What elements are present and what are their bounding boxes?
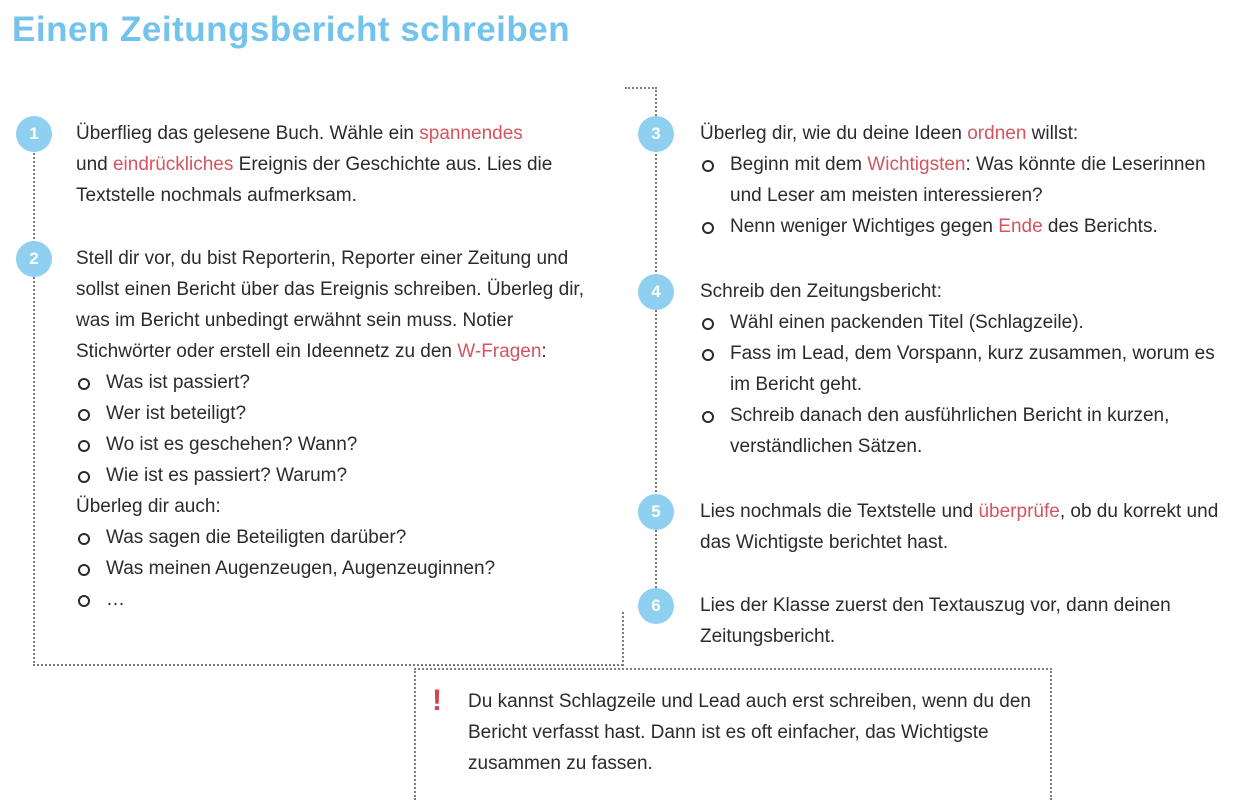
step-1-text-c: Ereignis der Geschichte aus. Lies die Textstelle nochmals aufmerksam. (76, 154, 553, 206)
page-title: Einen Zeitungsbericht schreiben (12, 10, 571, 49)
step-3-bullet-2-a: Nenn weniger Wichtiges gegen (730, 216, 999, 237)
step-5-text-a: Lies nochmals die Textstelle und (700, 501, 979, 522)
step-3-text-a: Überleg dir, wie du deine Ideen (700, 123, 968, 144)
step-1-paragraph (76, 118, 611, 211)
step-2-text-a: Stell dir vor, du bist Reporterin, Reporter einer Zeitung und sollst einen Bericht über das Ereignis schreiben. Überleg dir, was im Bericht unbedingt erwähnt sein muss. Notier Stichwörter oder erstell ein Ideennetz zu den (76, 248, 584, 362)
step-5-text (700, 496, 1240, 558)
step-3-text-b: willst: (1026, 123, 1079, 144)
left-bottom-dotted-line (33, 664, 623, 666)
list-item: Was ist passiert? (76, 367, 611, 398)
step-5-paragraph (700, 496, 1240, 558)
step-number-4: 4 (638, 274, 674, 310)
step-4-intro: Schreib den Zeitungsbericht: (700, 281, 942, 302)
step-2-text (76, 243, 611, 615)
step-3-bullet-1-b: : Was könnte die Leserinnen und Leser am meisten interessieren? (730, 154, 1206, 206)
list-item: Was meinen Augenzeugen, Augenzeuginnen? (76, 553, 611, 584)
list-item (700, 211, 1240, 242)
left-dotted-line (33, 146, 35, 666)
highlight-spannendes: spannendes (419, 123, 523, 144)
step-3-text (700, 118, 1240, 242)
highlight-ende: Ende (998, 216, 1043, 237)
step-number-3: 3 (638, 116, 674, 152)
list-item (700, 149, 1240, 211)
step-2-text-b: : (541, 341, 547, 362)
step-2-paragraph (76, 243, 611, 367)
step-3-bullet-2-b: des Berichts. (1042, 216, 1158, 237)
center-dotted-line-lower (622, 612, 624, 666)
step-5-text-b: , ob du korrekt und das Wichtigste berichtet hast. (700, 501, 1219, 553)
step-1-text (76, 118, 611, 211)
step-3-paragraph (700, 118, 1240, 149)
list-item: Schreib danach den ausführlichen Bericht in kurzen, verständlichen Sätzen. (700, 400, 1240, 462)
step-number-5: 5 (638, 494, 674, 530)
highlight-wichtigsten: Wichtigsten (867, 154, 966, 175)
step-1-text-a: Überflieg das gelesene Buch. Wähle ein (76, 123, 420, 144)
step-number-6: 6 (638, 588, 674, 624)
highlight-ueberpruefe: überprüfe (978, 501, 1060, 522)
list-item: Wo ist es geschehen? Wann? (76, 429, 611, 460)
step-number-1: 1 (16, 116, 52, 152)
step-2-also: Überleg dir auch: (76, 496, 221, 517)
list-item: Was sagen die Beteiligten darüber? (76, 522, 611, 553)
list-item: … (76, 584, 611, 615)
list-item: Wer ist beteiligt? (76, 398, 611, 429)
step-number-2: 2 (16, 241, 52, 277)
highlight-ordnen: ordnen (967, 123, 1027, 144)
highlight-eindruecklich: eindrückliches (112, 154, 234, 175)
list-item: Wie ist es passiert? Warum? (76, 460, 611, 491)
step-6-text (700, 590, 1240, 652)
step-1-text-b: und (76, 154, 113, 175)
step-3-bullet-1-a: Beginn mit dem (730, 154, 868, 175)
right-top-dotted-line (625, 87, 657, 89)
list-item: Fass im Lead, dem Vorspann, kurz zusammen, worum es im Bericht geht. (700, 338, 1240, 400)
step-6-paragraph: Lies der Klasse zuerst den Textauszug vor, dann deinen Zeitungsbericht. (700, 595, 1171, 647)
highlight-w-fragen: W-Fragen (457, 341, 542, 362)
note-text: Du kannst Schlagzeile und Lead auch erst schreiben, wenn du den Bericht verfasst hast. Dann ist es oft einfacher, das Wichtigste zusammen zu fassen. (468, 691, 1031, 774)
exclamation-icon: ! (432, 684, 442, 717)
list-item: Wähl einen packenden Titel (Schlagzeile). (700, 307, 1240, 338)
step-4-text (700, 276, 1240, 462)
